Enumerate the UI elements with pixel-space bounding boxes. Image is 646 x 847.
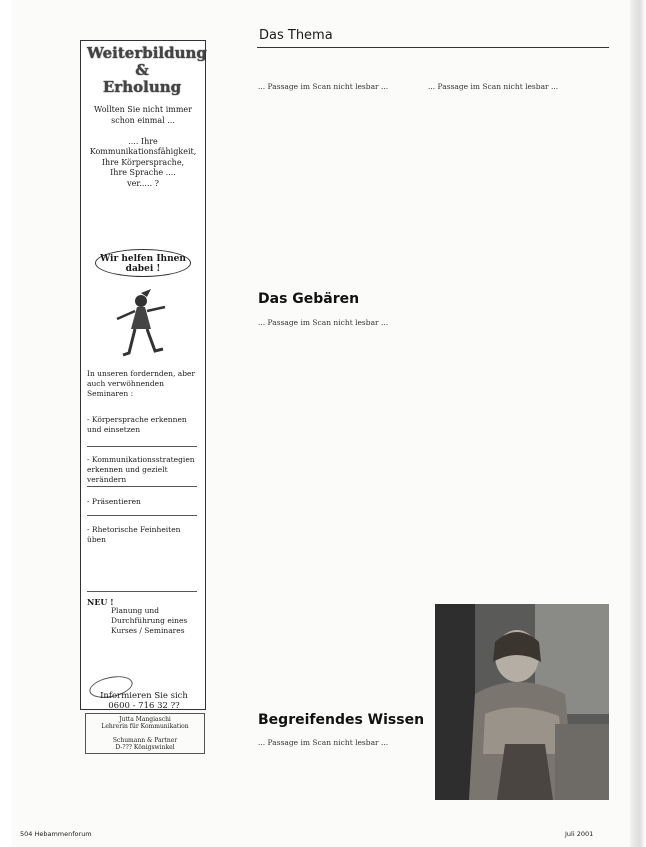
right-column-text: ... Passage im Scan nicht lesbar ...: [428, 82, 559, 91]
section-rule: [257, 47, 609, 48]
middle-column-top: ... Passage im Scan nicht lesbar ...: [258, 82, 389, 91]
ad-title: Weiterbildung & Erholung: [87, 44, 207, 96]
heading-das-gebaeren: Das Gebären: [258, 291, 360, 307]
ad-new-label: NEU !: [87, 597, 114, 607]
advertisement: [80, 40, 207, 751]
ad-divider: [87, 515, 197, 516]
ad-item: - Präsentieren: [87, 497, 141, 506]
ad-item: - Rhetorische Feinheiten üben: [87, 525, 181, 544]
ad-intro: In unseren fordernden, aber auch verwöhnenden Seminaren :: [87, 369, 196, 398]
ad-names: Jutta Mangiaschi Lehrerin für Kommunikation Schumann & Partner D-??? Königswinkel: [85, 713, 205, 754]
photo-woman-seated: [435, 604, 609, 800]
ad-questions: Wollten Sie nicht immer schon einmal ... .... Ihre Kommunikationsfähigkeit, Ihre Körpersprache, Ihre Sprache .... ver..... ?: [89, 105, 197, 188]
heading-begreifendes-wissen: Begreifendes Wissen: [258, 712, 425, 728]
ad-new-text: Planung und Durchführung eines Kurses / Seminares: [111, 606, 188, 635]
dancing-figure-icon: [111, 289, 171, 361]
ad-item: - Kommunikationsstrategien erkennen und gezielt verändern: [87, 455, 195, 484]
ad-callout: Wir helfen Ihnen dabei !: [95, 249, 191, 277]
ad-item: - Körpersprache erkennen und einsetzen: [87, 415, 187, 434]
section-label: Das Thema: [259, 28, 333, 43]
ad-divider: [87, 486, 197, 487]
page-edge-shadow: [630, 0, 646, 847]
footer-journal: 504 Hebammenforum: [20, 830, 92, 838]
ad-divider: [87, 591, 197, 592]
footer-date: Juli 2001: [565, 830, 594, 838]
middle-column-body: ... Passage im Scan nicht lesbar ...: [258, 318, 389, 327]
photo-image: [435, 604, 609, 800]
ad-contact: Informieren Sie sich 0600 - 716 32 ??: [100, 691, 188, 711]
middle-column-bottom: ... Passage im Scan nicht lesbar ...: [258, 738, 389, 747]
ad-divider: [87, 446, 197, 447]
